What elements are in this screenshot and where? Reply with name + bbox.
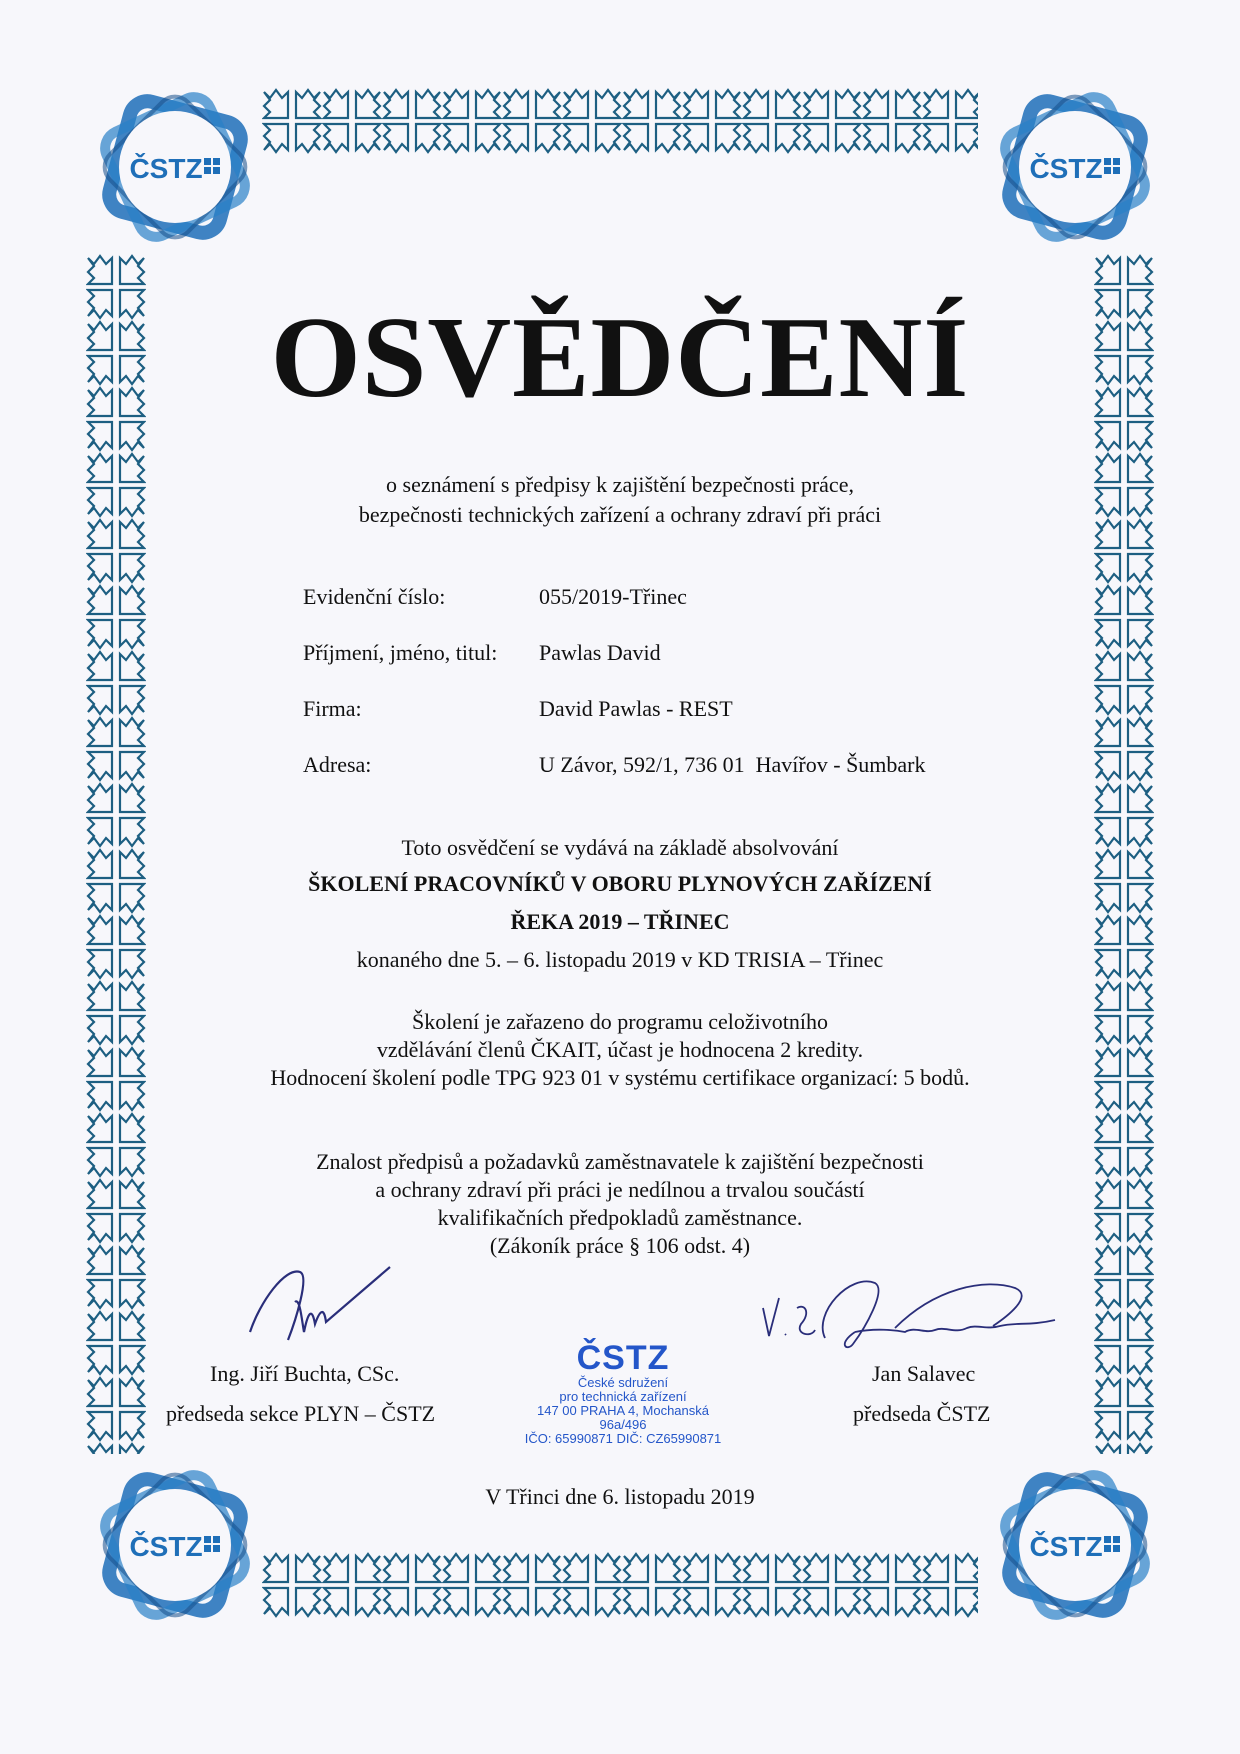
legal-line: (Zákoník práce § 106 odst. 4) (489, 1233, 751, 1258)
stamp-line: pro technická zařízení (559, 1389, 687, 1404)
field-value: David Pawlas - REST (539, 696, 733, 721)
field-company (303, 696, 926, 752)
credits-block (0, 1008, 1240, 1092)
subtitle-line: bezpečnosti technických zařízení a ochrany zdraví při práci (358, 502, 882, 527)
holder-fields (303, 584, 926, 808)
legal-block (0, 1148, 1240, 1260)
certificate-subtitle (0, 470, 1240, 530)
credits-line: vzdělávání členů ČKAIT, účast je hodnocena 2 kredity. (376, 1037, 864, 1062)
signatory-name-buchta: Ing. Jiří Buchta, CSc. (210, 1361, 400, 1386)
cstz-emblem-top-left (80, 72, 270, 262)
signature-salavec (755, 1268, 1085, 1358)
cstz-emblem-bottom-right (980, 1450, 1170, 1640)
signatory-role-buchta: předseda sekce PLYN – ČSTZ (166, 1401, 436, 1426)
legal-line: Znalost předpisů a požadavků zaměstnavatele k zajištění bezpečnosti (316, 1149, 924, 1174)
issuance-intro: Toto osvědčení se vydává na základě absolvování (401, 835, 839, 860)
svg-text:ČSTZ: ČSTZ (1029, 1531, 1103, 1562)
signatory-role-salavec: předseda ČSTZ (853, 1401, 991, 1426)
field-label: Evidenční číslo: (303, 584, 446, 609)
credits-line: Hodnocení školení podle TPG 923 01 v systému certifikace organizací: 5 bodů. (270, 1065, 970, 1090)
emblem-logo-text: ČSTZ (129, 153, 203, 184)
cstz-emblem-bottom-left (80, 1450, 270, 1640)
stamp-line: České sdružení (577, 1375, 669, 1390)
field-name (303, 640, 926, 696)
bottom-ornament-border (262, 1552, 978, 1618)
course-subtitle: ŘEKA 2019 – TŘINEC (510, 909, 730, 934)
field-value: 055/2019-Třinec (539, 584, 687, 609)
course-title: ŠKOLENÍ PRACOVNÍKŮ V OBORU PLYNOVÝCH ZAŘÍZENÍ (308, 871, 932, 896)
field-value: U Závor, 592/1, 736 01 Havířov - Šumbark (539, 752, 926, 777)
svg-text:ČSTZ: ČSTZ (129, 1531, 203, 1562)
stamp-line: 147 00 PRAHA 4, Mochanská 96a/496 (537, 1403, 709, 1432)
signature-buchta (240, 1262, 440, 1342)
field-label: Firma: (303, 696, 362, 721)
top-ornament-border (262, 88, 978, 154)
organization-stamp (512, 1340, 734, 1446)
field-address (303, 752, 926, 808)
field-registration-number (303, 584, 926, 640)
certificate-title: OSVĚDČENÍ (270, 294, 970, 422)
legal-line: a ochrany zdraví při práci je nedílnou a trvalou součástí (375, 1177, 865, 1202)
place-and-date: V Třinci dne 6. listopadu 2019 (485, 1484, 755, 1509)
stamp-line: IČO: 65990871 DIČ: CZ65990871 (524, 1431, 722, 1446)
field-value: Pawlas David (539, 640, 661, 665)
svg-text:ČSTZ: ČSTZ (1029, 153, 1103, 184)
signatory-name-salavec: Jan Salavec (872, 1361, 976, 1386)
field-label: Příjmení, jméno, titul: (303, 640, 498, 665)
credits-line: Školení je zařazeno do programu celoživotního (411, 1009, 829, 1034)
issuance-block (0, 835, 1240, 973)
field-label: Adresa: (303, 752, 372, 777)
course-held: konaného dne 5. – 6. listopadu 2019 v KD TRISIA – Třinec (356, 947, 884, 972)
stamp-logo: ČSTZ (576, 1339, 670, 1377)
subtitle-line: o seznámení s předpisy k zajištění bezpečnosti práce, (386, 472, 854, 497)
legal-line: kvalifikačních předpokladů zaměstnance. (437, 1205, 803, 1230)
cstz-emblem-top-right (980, 72, 1170, 262)
